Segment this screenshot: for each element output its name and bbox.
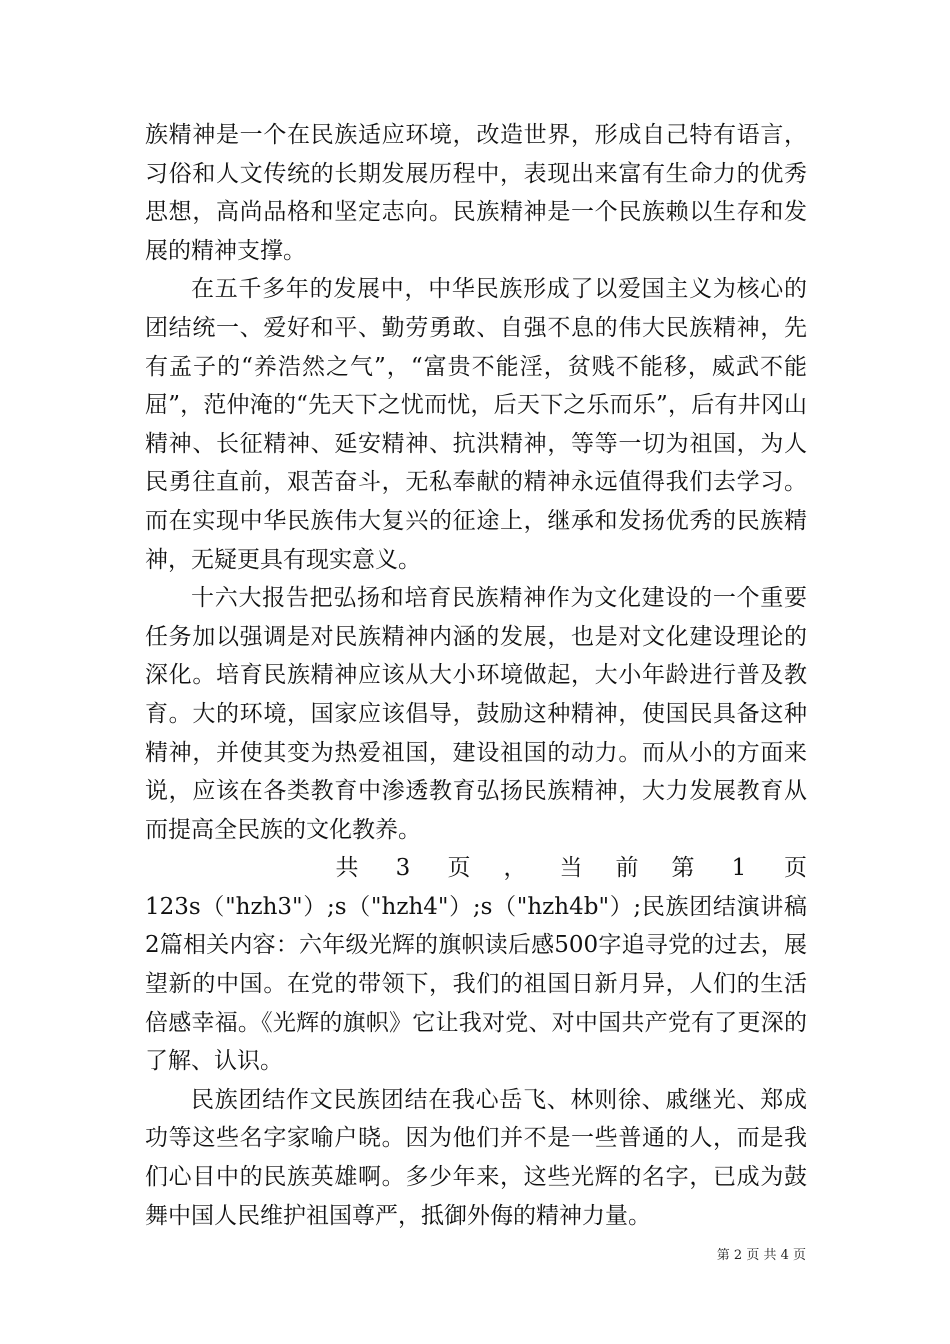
paragraph-five-thousand-years: 在五千多年的发展中，中华民族形成了以爱国主义为核心的团结统一、爱好和平、勤劳勇敢、自强不息的伟大民族精神，先有孟子的“养浩然之气”，“富贵不能淫，贫贱不能移，威武不能屈”，范仲淹的“先天下之忧而忧，后天下之乐而乐”，后有井冈山精神、长征精神、延安精神、抗洪精神，等等一切为祖国，为人民勇往直前，艰苦奋斗，无私奉献的精神永远值得我们去学习。而在实现中华民族伟大复兴的征途上，继承和发扬优秀的民族精神，无疑更具有现实意义。 bbox=[145, 276, 807, 573]
page-counter-di: 第 bbox=[671, 855, 695, 882]
page-counter-total: 3 bbox=[395, 855, 411, 882]
page-counter-line bbox=[145, 849, 807, 888]
page-counter-ye: 页 bbox=[447, 855, 471, 882]
paragraph-national-spirit-definition: 族精神是一个在民族适应环境，改造世界，形成自己特有语言，习俗和人文传统的长期发展历程中，表现出来富有生命力的优秀思想，高尚品格和坚定志向。民族精神是一个民族赖以生存和发展的精神支撑。 bbox=[145, 122, 807, 264]
paragraph-related-content: 123s（"hzh3"）;s（"hzh4"）;s（"hzh4b"）;民族团结演讲稿2篇相关内容：六年级光辉的旗帜读后感500字追寻党的过去，展望新的中国。在党的带领下，我们的祖国日新月异，人们的生活倍感幸福。《光辉的旗帜》它让我对党、对中国共产党有了更深的了解、认识。 bbox=[145, 893, 807, 1075]
paragraph-national-unity-essay: 民族团结作文民族团结在我心岳飞、林则徐、戚继光、郑成功等这些名字家喻户晓。因为他们并不是一些普通的人，而是我们心目中的民族英雄啊。多少年来，这些光辉的名字，已成为鼓舞中国人民维护祖国尊严，抵御外侮的精神力量。 bbox=[145, 1086, 807, 1229]
page-counter-qian: 前 bbox=[615, 855, 639, 882]
page-footer: 第 2 页 共 4 页 bbox=[716, 1248, 806, 1263]
paragraph-sixteenth-congress: 十六大报告把弘扬和培育民族精神作为文化建设的一个重要任务加以强调是对民族精神内涵的发展，也是对文化建设理论的深化。培育民族精神应该从大小环境做起，大小年龄进行普及教育。大的环境，国家应该倡导，鼓励这种精神，使国民具备这种精神，并使其变为热爱祖国，建设祖国的动力。而从小的方面来说，应该在各类教育中渗透教育弘扬民族精神，大力发展教育从而提高全民族的文化教养。 bbox=[145, 585, 807, 843]
page-counter-gong: 共 bbox=[335, 855, 359, 882]
page-counter-ye-end: 页 bbox=[784, 855, 807, 882]
document-body bbox=[145, 116, 807, 1235]
page-counter-comma: ， bbox=[503, 855, 527, 882]
page-counter-dang: 当 bbox=[559, 855, 583, 882]
page-counter-current: 1 bbox=[731, 855, 747, 882]
